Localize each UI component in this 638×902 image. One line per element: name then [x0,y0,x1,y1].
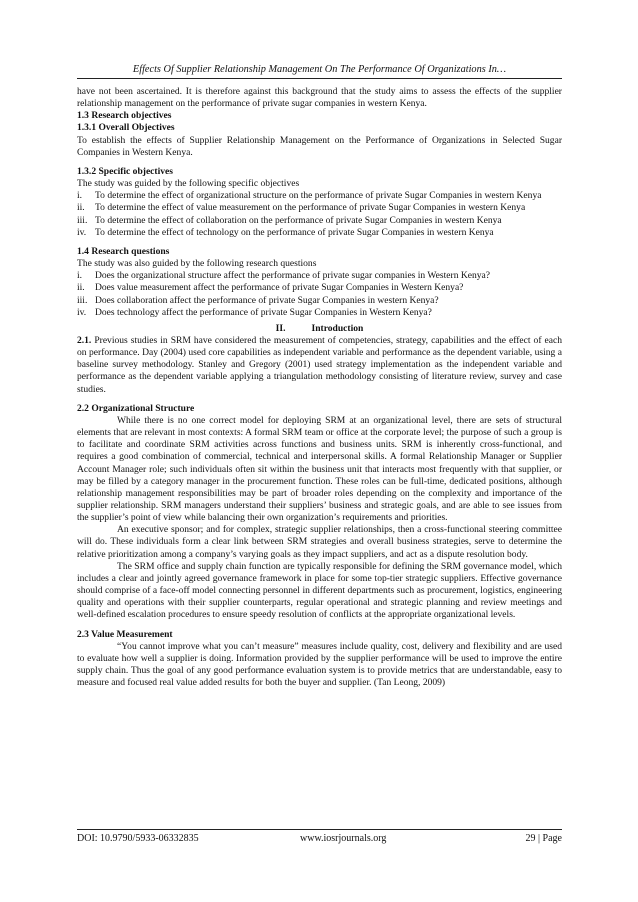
intro-continuation: have not been ascertained. It is therefore against this background that the study aims to assess the effects of the supplier relationship management on the performance of private sugar companies in western Kenya. [77,86,562,110]
body-content [77,86,562,689]
list-item: ii. Does value measurement affect the performance of private Sugar Companies in Western Kenya? [77,282,464,294]
list-item: ii. To determine the effect of value measurement on the performance of private Sugar Companies in western Kenya [77,202,526,214]
heading-specific-objectives: 1.3.2 Specific objectives [77,165,173,177]
list-item: iv. To determine the effect of technology on the performance of private Sugar Companies in western Kenya [77,226,494,238]
paragraph-org-structure-3: The SRM office and supply chain function are typically responsible for defining the SRM governance model, which includes a clear and jointly agreed governance framework in place for some top-tier strategic suppliers. Effective governance should comprise of a face-off model connecting personnel in different departments such as procurement, logistics, engineering quality and operations with their supplier counterparts, regular operational and strategic planning and review meetings and well-defined escalation procedures to ensure speedy resolution of conflicts at the appropriate organizational levels. [77,560,562,621]
overall-objectives-text: To establish the effects of Supplier Relationship Management on the Performance of Organizations in Selected Sugar Companies in Western Kenya. [77,134,562,158]
footer-website: www.iosrjournals.org [300,833,387,844]
section-title-introduction: II. Introduction [275,322,364,334]
paragraph-org-structure-2: An executive sponsor; and for complex, strategic supplier relationships, then a cross-functional steering committee will do. These individuals form a clear link between SRM strategies and overall business strategies, serve to determine the relative prioritization among a company’s varying goals as they impact suppliers, and act as a dispute resolution body. [77,524,562,560]
specific-objectives-list [77,190,562,239]
header-rule [77,78,562,79]
specific-objectives-intro: The study was guided by the following specific objectives [77,178,300,190]
paragraph-value-measurement: “You cannot improve what you can’t measure” measures include quality, cost, delivery and flexibility and are used to evaluate how well a supplier is doing. Information provided by the supplier performance will be used to improve the entire supply chain. Thus the goal of any good performance evaluation system is to provide metrics that are understandable, easy to measure and focused real value added results for both the buyer and supplier. (Tan Leong, 2009) [77,640,562,689]
heading-value-measurement: 2.3 Value Measurement [77,628,173,640]
heading-research-questions: 1.4 Research questions [77,245,170,257]
list-item: iii. To determine the effect of collaboration on the performance of private Sugar Companies in western Kenya [77,214,502,226]
paragraph-2-1: 2.1. Previous studies in SRM have considered the measurement of competencies, strategy, capabilities and the effect of each on performance. Day (2004) used core capabilities as independent variable and performance as the dependent variable, using a baseline survey methodology. Stanley and Gregory (2001) used strategy implementation as the independent variable and performance as the dependent variable applying a triangulation methodology consisting of literature review, survey and case studies. [77,334,562,395]
heading-research-objectives: 1.3 Research objectives [77,110,172,122]
footer-rule [77,829,562,830]
list-item: i. Does the organizational structure affect the performance of private sugar companies in Western Kenya? [77,270,491,282]
research-questions-intro: The study was also guided by the following research questions [77,258,317,270]
footer-doi: DOI: 10.9790/5933-06332835 [77,833,199,844]
paragraph-org-structure-1: While there is no one correct model for deploying SRM at an organizational level, there are sets of structural elements that are relevant in most contexts: A formal SRM team or office at the corporate level; the purpose of such a group is to facilitate and coordinate SRM activities across functions and business units. SRM is inherently cross-functional, and requires a good combination of commercial, technical and interpersonal skills. A formal Relationship Manager or Supplier Account Manager role; such individuals often sit within the business unit that interacts most frequently with that supplier, or may be filled by a category manager in the procurement function. These roles can be full-time, dedicated positions, although relationship management responsibilities may be part of broader roles depending on the complexity and importance of the supplier relationship. SRM managers understand their suppliers’ business and strategic goals, and are able to see issues from the supplier’s point of view while balancing their own organization’s requirements and priorities. [77,414,562,524]
heading-overall-objectives: 1.3.1 Overall Objectives [77,122,175,134]
heading-organizational-structure: 2.2 Organizational Structure [77,402,195,414]
list-item: i. To determine the effect of organizational structure on the performance of private Sugar Companies in western Kenya [77,190,542,202]
footer-page-number: 29 | Page [525,833,562,844]
list-item: iv. Does technology affect the performance of private Sugar Companies in Western Kenya? [77,306,432,318]
list-item: iii. Does collaboration affect the performance of private Sugar Companies in western Kenya? [77,294,439,306]
research-questions-list [77,270,562,319]
running-head: Effects Of Supplier Relationship Management On The Performance Of Organizations In… [132,64,507,75]
